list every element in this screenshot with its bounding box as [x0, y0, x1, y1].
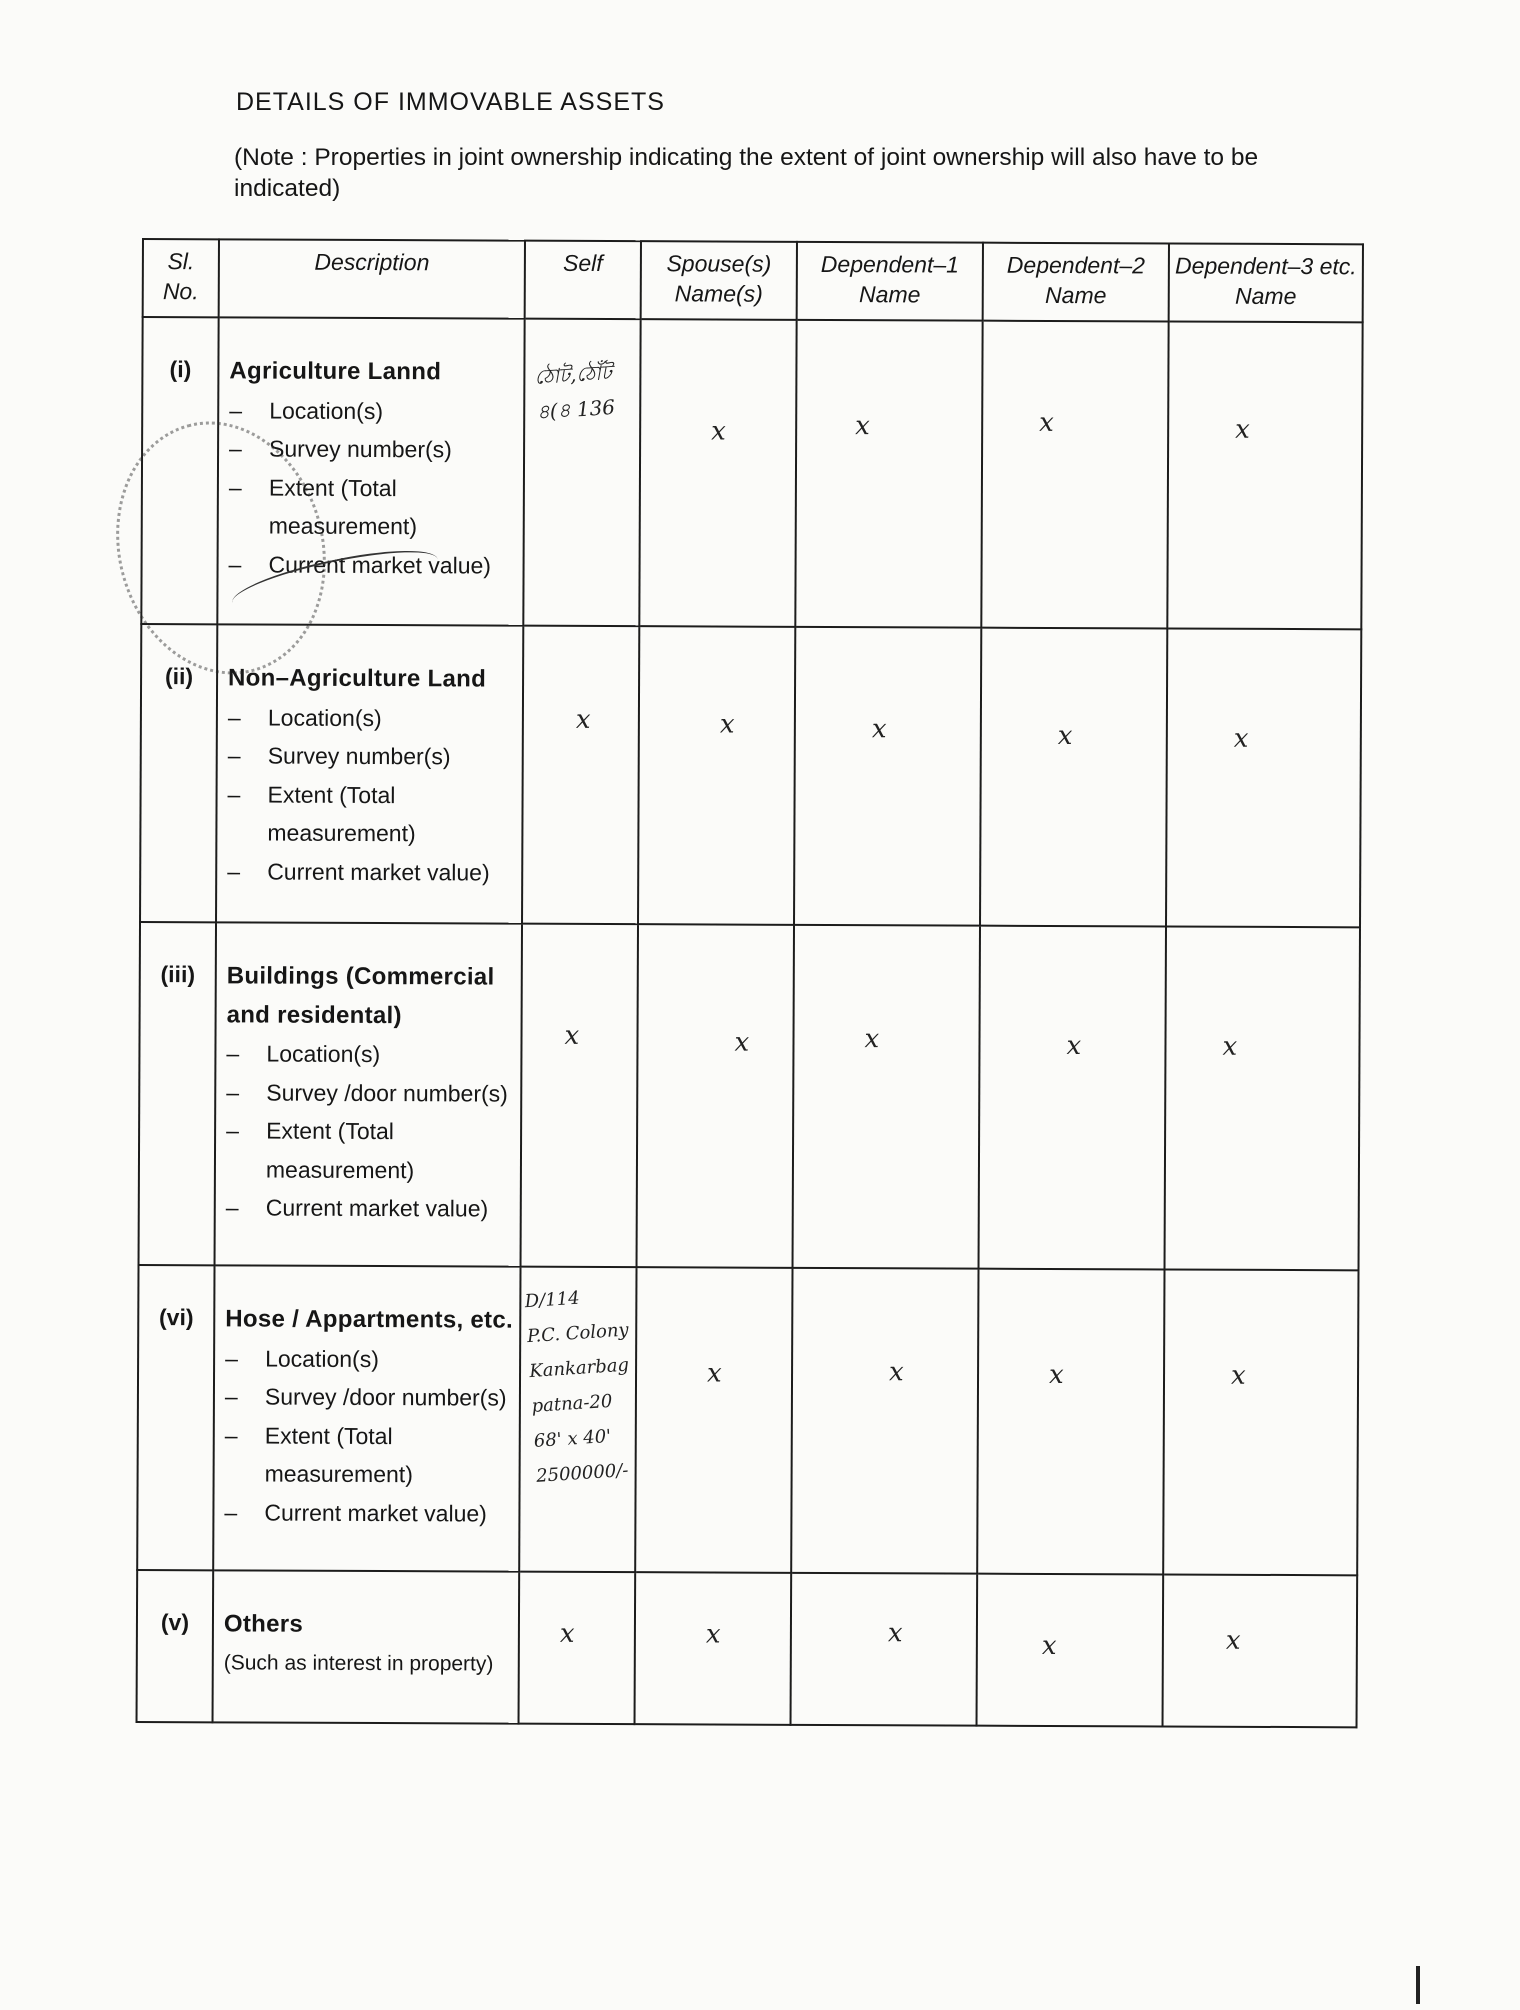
row-title: Others	[223, 1610, 304, 1638]
cell-spouse: x	[637, 924, 794, 1268]
cell-dependent-3: x	[1166, 628, 1361, 927]
row-sl-no: (i)	[141, 317, 218, 624]
table-row-non-agriculture	[140, 624, 1361, 927]
page-edge-mark-icon	[1416, 1966, 1420, 2004]
row-sl-no: (vi)	[137, 1265, 214, 1570]
row-subtitle: (Such as interest in property)	[223, 1650, 494, 1676]
item-market-value: Current market value)	[264, 1499, 487, 1527]
cell-dependent-2: x	[977, 1269, 1164, 1575]
cell-self: x	[521, 924, 638, 1268]
row-description: Buildings (Commercial and residental) – Location(s) – Survey /door number(s) – Extent (Total measurement) – Current market value)	[215, 922, 522, 1266]
cell-dependent-3: x	[1165, 926, 1360, 1270]
cell-dependent-2: x	[979, 926, 1166, 1270]
handwritten-entry: D/114 P.C. Colony Kankarbag patna-20 68' x 40' 2500000/-	[524, 1287, 630, 1487]
header-dependent-2: Dependent–2 Name	[983, 243, 1169, 322]
immovable-assets-table	[136, 238, 1364, 1728]
item-location: Location(s)	[265, 1345, 379, 1372]
row-description: Agriculture Lannd – Location(s) – Survey number(s) – Extent (Total measurement) – Current market value)	[217, 317, 524, 625]
cell-dependent-1: x	[791, 1573, 978, 1726]
cell-self	[523, 319, 640, 627]
cell-dependent-3: x	[1167, 321, 1362, 629]
item-extent: Extent (Total measurement)	[265, 1117, 415, 1183]
item-location: Location(s)	[266, 1040, 381, 1068]
cell-spouse: x	[639, 319, 796, 627]
header-dependent-3: Dependent–3 etc. Name	[1169, 243, 1363, 322]
cell-spouse: x	[638, 626, 795, 925]
item-location: Location(s)	[269, 397, 384, 424]
item-market-value: Current market value)	[268, 551, 492, 579]
row-description: Non–Agriculture Land – Location(s) – Survey number(s) – Extent (Total measurement) – Current market value)	[216, 624, 523, 923]
table-row-others	[137, 1570, 1358, 1727]
cell-dependent-1: x	[795, 320, 982, 628]
cell-dependent-2: x	[977, 1574, 1164, 1727]
row-title: Buildings (Commercial and residental)	[226, 962, 495, 1029]
header-sl-no: Sl. No.	[143, 239, 219, 317]
item-survey: Survey number(s)	[267, 742, 451, 770]
item-survey: Survey /door number(s)	[264, 1383, 507, 1411]
table-header-row	[143, 239, 1363, 322]
item-location: Location(s)	[267, 704, 382, 731]
page-title: DETAILS OF IMMOVABLE ASSETS	[236, 88, 665, 116]
row-description	[213, 1570, 520, 1723]
table-row-house-apartments	[137, 1265, 1358, 1575]
cell-spouse: x	[635, 1572, 792, 1725]
cell-dependent-2: x	[981, 321, 1168, 629]
cell-dependent-1: x	[793, 925, 980, 1269]
item-extent: Extent (Total measurement)	[268, 474, 418, 540]
row-title: Non–Agriculture Land	[228, 664, 487, 693]
row-sl-no: (iii)	[139, 922, 216, 1265]
row-sl-no: (ii)	[140, 624, 217, 922]
cell-dependent-1: x	[794, 627, 981, 926]
item-survey: Survey number(s)	[269, 435, 452, 463]
cell-self: x	[519, 1572, 636, 1725]
handwritten-entry: ঠোট,ঠোঁট ৪(৪ 136	[533, 360, 616, 424]
cell-dependent-1: x	[791, 1268, 978, 1574]
row-title: Hose / Appartments, etc.	[225, 1305, 514, 1334]
note-text: (Note : Properties in joint ownership indicating the extent of joint ownership will also have to be indicated)	[234, 144, 1259, 202]
cell-self	[519, 1267, 636, 1573]
item-market-value: Current market value)	[265, 1194, 489, 1222]
cell-dependent-3: x	[1163, 1574, 1358, 1727]
header-self: Self	[525, 241, 641, 320]
header-description: Description	[219, 239, 525, 318]
header-dependent-1: Dependent–1 Name	[797, 242, 983, 321]
cell-dependent-3: x	[1163, 1269, 1358, 1575]
cell-self: x	[522, 626, 639, 925]
row-description: Hose / Appartments, etc. – Location(s) – Survey /door number(s) – Extent (Total measurement) – Current market value)	[213, 1265, 520, 1571]
header-spouse: Spouse(s) Name(s)	[641, 241, 797, 320]
item-market-value: Current market value)	[267, 858, 490, 886]
item-extent: Extent (Total measurement)	[267, 781, 416, 847]
item-extent: Extent (Total measurement)	[264, 1422, 413, 1488]
table-row-buildings	[139, 922, 1360, 1270]
item-survey: Survey /door number(s)	[266, 1079, 508, 1107]
row-sl-no: (v)	[137, 1570, 214, 1722]
cell-dependent-2: x	[980, 628, 1167, 927]
row-title: Agriculture Lannd	[229, 357, 442, 386]
cell-spouse: x	[635, 1267, 792, 1573]
